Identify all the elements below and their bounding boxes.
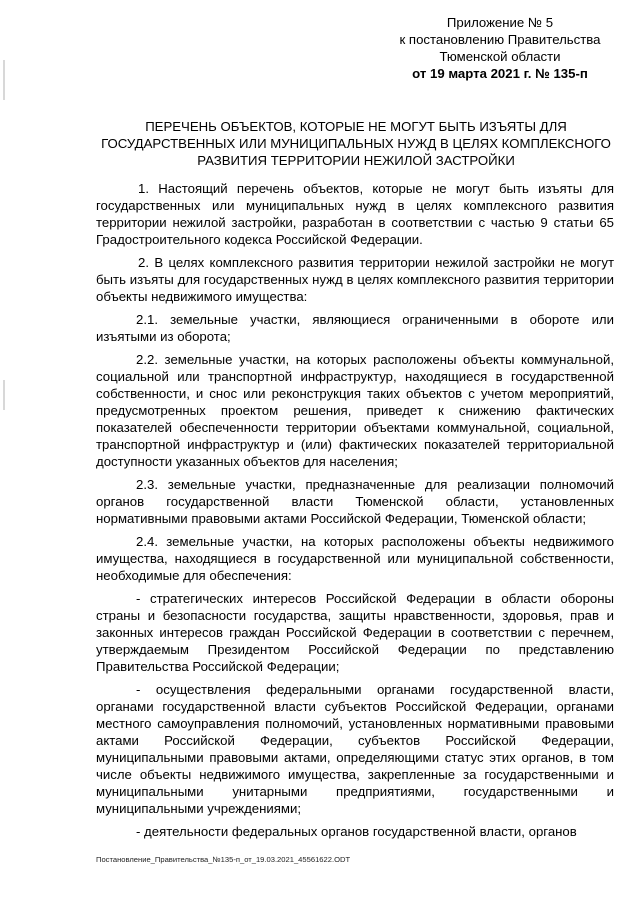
scan-margin-mark [3, 380, 5, 410]
list-item-federal-bodies: - деятельности федеральных органов государственной власти, органов [136, 824, 577, 839]
paragraph-2: 2. В целях комплексного развития территории нежилой застройки не могут быть изъяты для государственных нужд в целях комплексного развития территории объекты недвижимого имущества: [96, 255, 614, 304]
paragraph-2-4: 2.4. земельные участки, на которых расположены объекты недвижимого имущества, находящиеся в государственной или муниципальной собственности, необходимые для обеспечения: [96, 534, 614, 583]
document-body [96, 180, 614, 846]
file-footer: Постановление_Правительства_№135-п_от_19.03.2021_45561622.ODT [96, 855, 351, 864]
scan-margin-mark [3, 60, 5, 100]
paragraph-2-2: 2.2. земельные участки, на которых расположены объекты коммунальной, социальной или транспортной инфраструктур, находящиеся в государственной собственности, и снос или реконструкция таких объектов с учетом мероприятий, предусмотренных проектом решения, приведет к снижению фактических показателей обеспеченности территории объектами коммунальной, социальной, транспортной инфраструктур и (или) фактических показателей территориальной доступности указанных объектов для населения; [96, 352, 614, 469]
paragraph-2-3: 2.3. земельные участки, предназначенные для реализации полномочий органов государственной власти Тюменской области, установленных нормативными правовыми актами Российской Федерации, Тюменской области; [96, 477, 614, 526]
paragraph-1: 1. Настоящий перечень объектов, которые не могут быть изъяты для государственных или муниципальных нужд в целях комплексного развития территории нежилой застройки, разработан в соответствии с частью 9 статьи 65 Градостроительного кодекса Российской Федерации. [96, 181, 614, 247]
annex-reference: к постановлению Правительства [399, 32, 601, 47]
annex-region: Тюменской области [439, 49, 561, 64]
list-item-authorities: - осуществления федеральными органами государственной власти, органами государственной власти субъектов Российской Федерации, органами местного самоуправления полномочий, установленных нормативными правовыми актами Российской Федерации, субъектов Российской Федерации, муниципальными правовыми актами, определяющими статус этих органов, в том числе объекты недвижимого имущества, закрепленные за государственными и муниципальными унитарными предприятиями, государственными и муниципальными учреждениями; [96, 682, 614, 816]
annex-number: Приложение № 5 [446, 15, 554, 30]
paragraph-2-1: 2.1. земельные участки, являющиеся ограниченными в обороте или изъятыми из оборота; [96, 312, 614, 344]
annex-date-number: от 19 марта 2021 г. № 135-п [412, 66, 588, 81]
annex-header [370, 14, 630, 82]
list-item-defense: - стратегических интересов Российской Федерации в области обороны страны и безопасности государства, защиты нравственности, здоровья, прав и законных интересов граждан Российской Федерации в соответствии с перечнем, утверждаемым Президентом Российской Федерации по представлению Правительства Российской Федерации; [96, 591, 614, 674]
document-title: ПЕРЕЧЕНЬ ОБЪЕКТОВ, КОТОРЫЕ НЕ МОГУТ БЫТЬ ИЗЪЯТЫ ДЛЯ ГОСУДАРСТВЕННЫХ ИЛИ МУНИЦИПАЛЬНЫХ НУЖД В ЦЕЛЯХ КОМПЛЕКСНОГО РАЗВИТИЯ ТЕРРИТОРИИ НЕЖИЛОЙ ЗАСТРОЙКИ [101, 119, 611, 168]
